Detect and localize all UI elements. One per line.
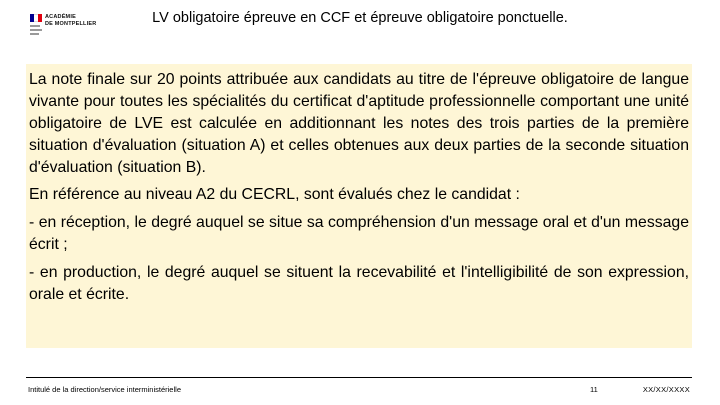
paragraph-note-finale: La note finale sur 20 points attribuée aux candidats au titre de l'épreuve obligatoire de langue vivante pour toutes les spécialités du certificat d'aptitude professionnelle comportant une unité obligatoire de LVE est calculée en additionnant les notes des trois parties de la première situation d'évaluation (situation A) et celles obtenues aux deux parties de la seconde situation d'évaluation (situation B).	[29, 71, 689, 176]
republic-motto-icon	[30, 25, 44, 41]
paragraph-reference-cecrl: En référence au niveau A2 du CECRL, sont évalués chez le candidat :	[29, 186, 520, 203]
paragraph-production: - en production, le degré auquel se situent la recevabilité et l'intelligibilité de son expression, orale et écrite.	[29, 264, 689, 303]
academie-name: ACADÉMIE DE MONTPELLIER	[45, 14, 97, 27]
paragraph-reception: - en réception, le degré auquel se situe sa compréhension d'un message oral et d'un message écrit ;	[29, 214, 689, 253]
footer-date: XX/XX/XXXX	[642, 385, 690, 394]
footer-service-label: Intitulé de la direction/service interministérielle	[28, 385, 181, 394]
page-number: 11	[590, 385, 598, 394]
content-box	[26, 64, 692, 348]
footer-divider	[26, 377, 692, 378]
page-title: LV obligatoire épreuve en CCF et épreuve obligatoire ponctuelle.	[152, 10, 568, 26]
